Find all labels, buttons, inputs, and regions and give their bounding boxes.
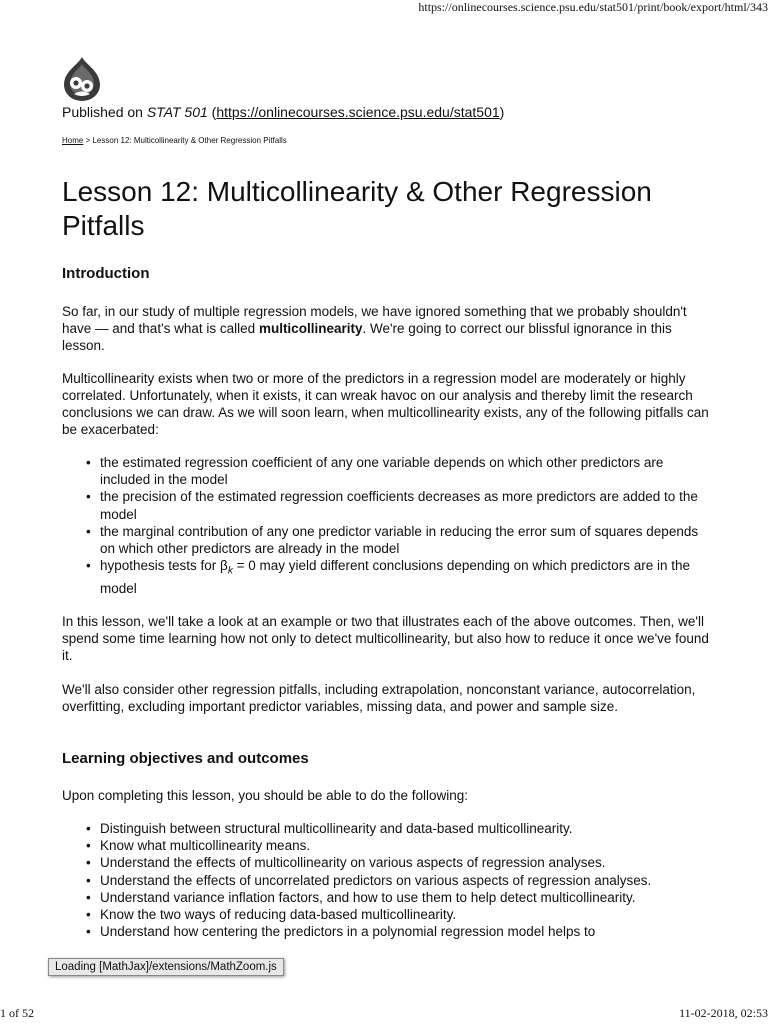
site-url-link[interactable]: https://onlinecourses.science.psu.edu/stat501 (216, 104, 500, 120)
pitfall4-before: hypothesis tests for β (100, 558, 228, 574)
intro-paragraph-4: We'll also consider other regression pitfalls, including extrapolation, nonconstant variance, autocorrelation, overfitting, excluding important predictor variables, missing data, and power and sample size. (62, 682, 696, 714)
footer-page-number: 1 of 52 (0, 1006, 34, 1020)
footer-datetime: 11-02-2018, 02:53 (679, 1006, 768, 1020)
intro-paragraph-3: In this lesson, we'll take a look at an example or two that illustrates each of the above outcomes. Then, we'll spend some time learning how not only to detect multicollinearity, but also how to reduce it once we've found it. (62, 614, 709, 663)
pitfalls-list (86, 454, 716, 597)
objectives-intro: Upon completing this lesson, you should be able to do the following: (62, 788, 469, 803)
objectives-list (86, 820, 716, 940)
published-paren-open: ( (207, 104, 217, 120)
list-item: • Know the two ways of reducing data-based multicollinearity. (86, 906, 716, 923)
intro-paragraph-1 (62, 303, 712, 354)
intro-paragraph-2: Multicollinearity exists when two or more of the predictors in a regression model are moderately or highly correlated. Unfortunately, when it exists, it can wreak havoc on our analysis and thereby limit the research conclusions we can draw. As we will soon learn, when multicollinearity exists, any of the following pitfalls can be exacerbated: (62, 371, 709, 437)
list-item: • the marginal contribution of any one predictor variable in reducing the error sum of squares depends on which other predictors are already in the model (86, 523, 716, 557)
published-on-line (62, 104, 504, 120)
multicollinearity-term: multicollinearity (258, 321, 363, 336)
intro-p1-after: . We're going to correct our blissful ignorance in this lesson. (62, 321, 672, 353)
page-title: Lesson 12: Multicollinearity & Other Regression Pitfalls (62, 176, 652, 241)
intro-p1-before: So far, in our study of multiple regression models, we have ignored something that we probably shouldn't have — and that's what is called (62, 304, 687, 336)
list-item: • Understand how centering the predictors in a polynomial regression model helps to (86, 923, 716, 940)
breadcrumb (62, 136, 287, 145)
list-item: • the precision of the estimated regression coefficients decreases as more predictors are added to the model (86, 488, 716, 522)
print-header-url: https://onlinecourses.science.psu.edu/stat501/print/book/export/html/343 (418, 0, 768, 14)
breadcrumb-home-link[interactable]: Home (62, 136, 84, 145)
introduction-heading: Introduction (62, 265, 150, 282)
site-name: STAT 501 (146, 104, 208, 120)
published-prefix: Published on (62, 104, 147, 120)
published-paren-close: ) (499, 104, 505, 120)
list-item: • Understand the effects of uncorrelated predictors on various aspects of regression analyses. (86, 872, 716, 889)
pitfall4-after: = 0 may yield different conclusions depending on which predictors are in the model (100, 558, 690, 597)
list-item: • Understand variance inflation factors, and how to use them to help detect multicollinearity. (86, 889, 716, 906)
list-item (86, 557, 716, 597)
drupal-drop-icon (60, 56, 104, 102)
list-item: • Know what multicollinearity means. (86, 837, 716, 854)
list-item: • the estimated regression coefficient of any one variable depends on which other predictors are included in the model (86, 454, 716, 488)
breadcrumb-current: Lesson 12: Multicollinearity & Other Regression Pitfalls (92, 136, 287, 145)
beta-subscript: k (227, 565, 233, 577)
breadcrumb-separator: > (83, 136, 93, 145)
objectives-heading: Learning objectives and outcomes (62, 750, 309, 767)
mathjax-loading-status: Loading [MathJax]/extensions/MathZoom.js (48, 958, 284, 976)
list-item: • Distinguish between structural multicollinearity and data-based multicollinearity. (86, 820, 716, 837)
list-item: • Understand the effects of multicollinearity on various aspects of regression analyses. (86, 854, 716, 871)
